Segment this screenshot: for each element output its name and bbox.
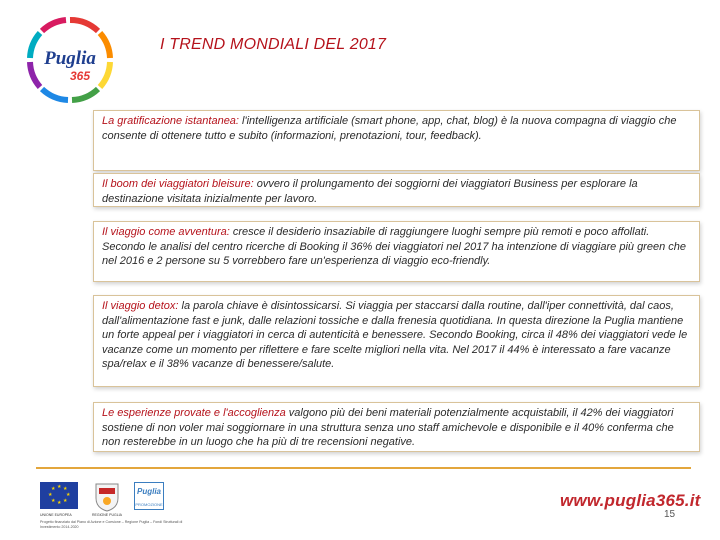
partner-logos	[36, 476, 186, 536]
logo-word: Puglia	[44, 48, 96, 69]
trend-lead: Il viaggio detox:	[102, 300, 179, 312]
trend-box-detox	[93, 295, 700, 387]
eu-flag-icon: ★ ★ ★ ★ ★ ★ ★ ★	[40, 482, 78, 509]
page-title: I TREND MONDIALI DEL 2017	[160, 36, 387, 53]
trend-body: la parola chiave è disintossicarsi. Si viaggia per staccarsi dalla routine, dall'iper connettività, dal caos, dall'alimentazione fast e junk, dalle relazioni tossiche e dalla frenesia quotidiana. In questa direzione la Puglia mantiene un forte appeal per i viaggiatori in cerca di autenticità e benessere. Secondo Booking, circa il 48% dei viaggiatori vede le vacanze come un momento per riflettere e fare scelte migliori nella vita. Nel 2017 il 44% è interessato a fare vacanze spa/relax e il 38% vacanze di benessere/salute.	[102, 300, 688, 371]
trend-lead: Le esperienze provate e l'accoglienza	[102, 407, 286, 419]
website-link[interactable]: www.puglia365.it	[560, 491, 701, 510]
trend-box-esperienze	[93, 402, 700, 452]
logo-number: 365	[69, 69, 91, 83]
logo-ring	[22, 12, 118, 108]
trend-body: l'intelligenza artificiale (smart phone, app, chat, blog) è la nuova compagna di viaggio che consente di ottenere tutto e subito (informazioni, prenotazioni, tour, feedback).	[102, 115, 677, 142]
trend-body: valgono più dei beni materiali potenzialmente acquistabili, il 42% dei viaggiatori sostiene di non voler mai soggiornare in una struttura senza uno staff amichevole e disponibile e il 40% conferma che non resterebbe in un luogo che ha più di tre recensioni negative.	[102, 407, 674, 449]
puglia-promozione-logo	[134, 482, 164, 510]
trend-lead: La gratificazione istantanea:	[102, 115, 239, 127]
trend-body: cresce il desiderio insaziabile di raggiungere luoghi sempre più remoti e poco affollati. Secondo le analisi del centro ricerche di Booking il 36% dei viaggiatori nel 2017 ha intenzione di viaggiare più green che nel 2016 e 2 persone su 5 vorrebbero fare un'esperienza di viaggio eco-friendly.	[102, 226, 686, 268]
trend-box-avventura	[93, 221, 700, 282]
trend-box-bleisure	[93, 173, 700, 207]
puglia365-logo	[22, 12, 118, 108]
trend-box-gratificazione	[93, 110, 700, 171]
promo-word: Puglia	[136, 487, 161, 496]
footer-divider	[36, 467, 691, 469]
page-number: 15	[664, 509, 676, 520]
trend-body: ovvero il prolungamento dei soggiorni dei viaggiatori Business per esplorare la destinazione visitata inizialmente per lavoro.	[102, 178, 638, 205]
funding-note: Progetto finanziato dal Piano di Azione e Coesione – Regione Puglia – Fondi Strutturali di Investimento 2014-2020	[40, 520, 183, 529]
region-crest-icon	[94, 482, 120, 512]
eu-caption: UNIONE EUROPEA	[40, 513, 72, 517]
promo-caption: PROMOZIONE	[135, 502, 163, 507]
region-caption: REGIONE PUGLIA	[92, 513, 122, 517]
trend-lead: Il boom dei viaggiatori bleisure:	[102, 178, 254, 190]
trend-lead: Il viaggio come avventura:	[102, 226, 230, 238]
